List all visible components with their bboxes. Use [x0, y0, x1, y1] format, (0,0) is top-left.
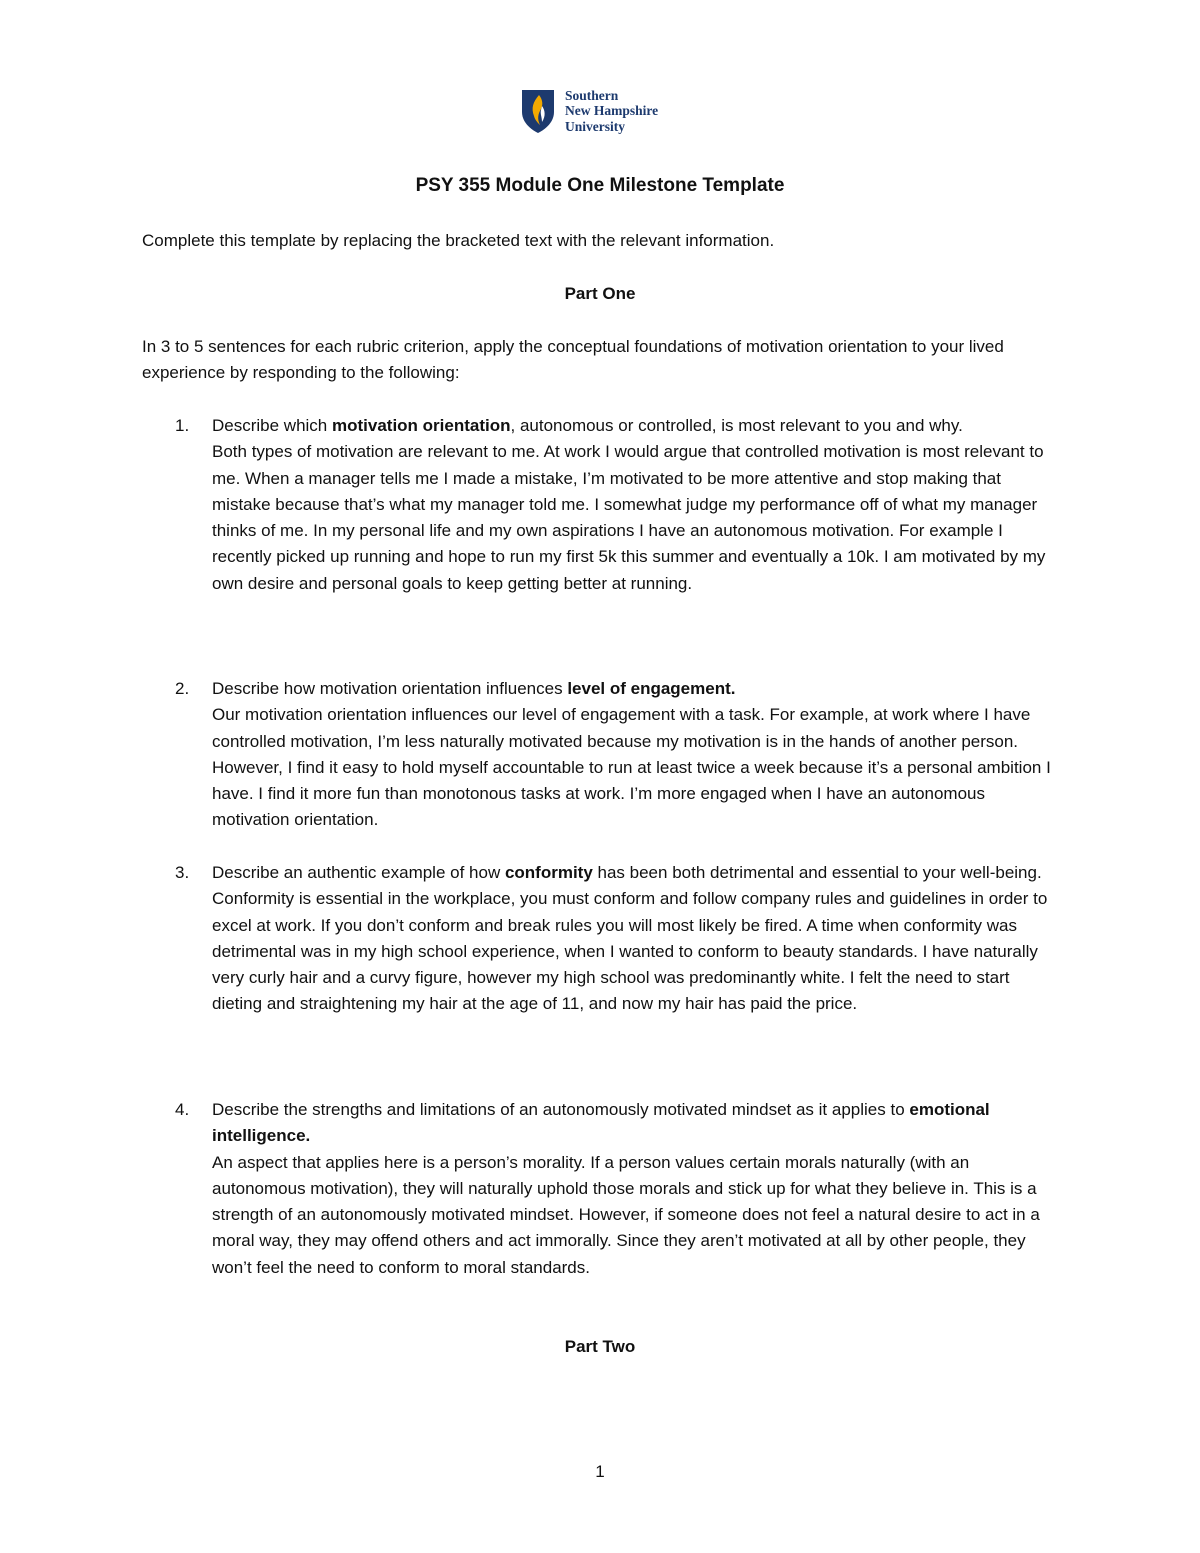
university-logo	[520, 86, 658, 136]
prompt-text: has been both detrimental and essential to your well-being.	[592, 863, 1042, 882]
list-item	[142, 860, 1072, 1018]
part-one-heading: Part One	[564, 284, 636, 303]
shield-flame-icon	[520, 88, 556, 134]
answer-text: Conformity is essential in the workplace, you must conform and follow company rules and guidelines in order to excel at work. If you don’t conform and break rules you will most likely be fired. A time when conformity was detrimental was in my high school experience, when I wanted to conform to beauty standards. I have naturally very curly hair and a curvy figure, however my high school was predominantly white. I felt the need to start dieting and straightening my hair at the age of 11, and now my hair has paid the price.	[212, 889, 1048, 1014]
list-item	[142, 676, 1072, 834]
prompt-keyword: motivation orientation	[332, 416, 511, 435]
logo-line-3: University	[565, 118, 625, 134]
prompt-text: Describe which	[212, 416, 332, 435]
page-number: 1	[595, 1462, 605, 1481]
answer-text: Both types of motivation are relevant to me. At work I would argue that controlled motivation is most relevant to me. When a manager tells me I made a mistake, I’m motivated to be more attentive and stop making that mistake because that’s what my manager told me. I somewhat judge my performance off of what my manager thinks of me. In my personal life and my own aspirations I have an autonomous motivation. For example I recently picked up running and hope to run my first 5k this summer and eventually a 10k. I am motivated by my own desire and personal goals to keep getting better at running.	[212, 442, 1046, 593]
logo-wordmark	[565, 88, 658, 135]
answer-text: An aspect that applies here is a person’s morality. If a person values certain morals naturally (with an autonomous motivation), they will naturally uphold those morals and stick up for what they believe in. This is a strength of an autonomously motivated mindset. However, if someone does not feel a natural desire to act in a moral way, they may offend others and act immorally. Since they aren’t motivated at all by other people, they won’t feel the need to conform to moral standards.	[212, 1152, 1040, 1277]
prompt-keyword: emotional intelligence.	[212, 1100, 990, 1146]
part-one-instructions: In 3 to 5 sentences for each rubric criterion, apply the conceptual foundations of motivation orientation to your lived experience by responding to the following:	[142, 337, 1004, 383]
item-number: 2.	[175, 679, 190, 698]
prompt-text: Describe the strengths and limitations of an autonomously motivated mindset as it applies to	[212, 1100, 910, 1119]
logo-line-1: Southern	[565, 87, 619, 103]
logo-line-2: New Hampshire	[565, 103, 659, 119]
answer-text: Our motivation orientation influences our level of engagement with a task. For example, at work where I have controlled motivation, I’m less naturally motivated because my motivation is in the hands of another person. However, I find it easy to hold myself accountable to run at least twice a week because it’s a personal ambition I have. I find it more fun than monotonous tasks at work. I’m more engaged when I have an autonomous motivation orientation.	[212, 705, 1051, 830]
item-number: 4.	[175, 1100, 190, 1119]
document-title: PSY 355 Module One Milestone Template	[415, 175, 785, 196]
list-item	[142, 413, 1072, 597]
prompt-keyword: conformity	[504, 863, 593, 882]
prompt-text: Describe how motivation orientation influences	[212, 679, 568, 698]
list-item	[142, 1097, 1072, 1281]
item-number: 3.	[175, 863, 190, 882]
intro-text: Complete this template by replacing the bracketed text with the relevant information.	[142, 231, 775, 250]
part-two-heading: Part Two	[564, 1337, 636, 1356]
prompt-text: , autonomous or controlled, is most relevant to you and why.	[510, 416, 963, 435]
prompt-keyword: level of engagement.	[567, 679, 736, 698]
item-number: 1.	[175, 416, 190, 435]
prompt-text: Describe an authentic example of how	[212, 863, 505, 882]
